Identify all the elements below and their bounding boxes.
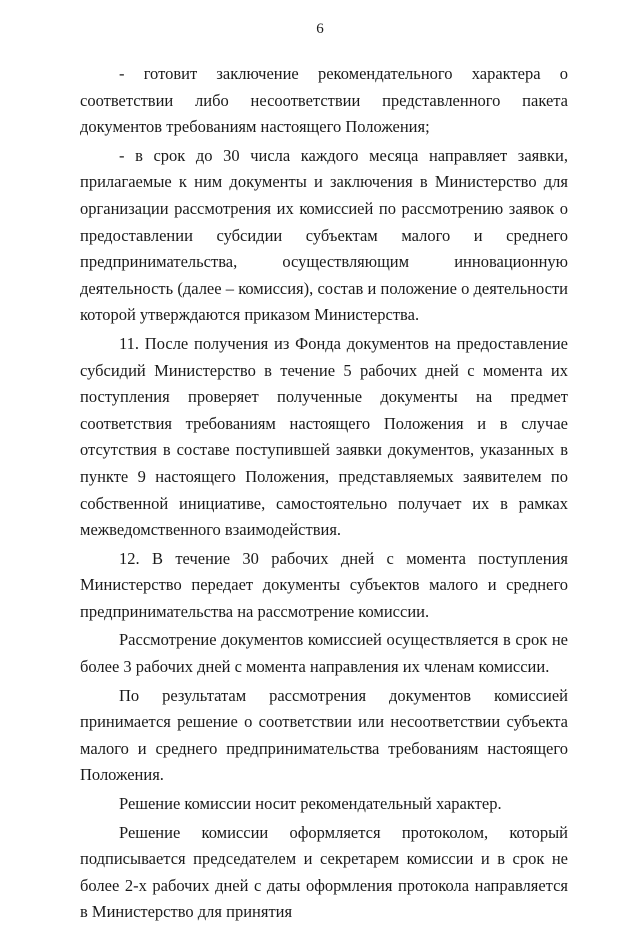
paragraph-advisory-nature: Решение комиссии носит рекомендательный характер. — [119, 794, 502, 814]
paragraph-item-12: 12. В течение 30 рабочих дней с момента поступления Министерство передает документы субъектов малого и среднего предпринимательства на рассмотрение комиссии. — [80, 548, 568, 621]
paragraph-review-results: По результатам рассмотрения документов комиссией принимается решение о соответствии или несоответствии субъекта малого и среднего предпринимательства требованиям настоящего Положения. — [80, 685, 568, 785]
paragraph-review-term: Рассмотрение документов комиссией осуществляется в срок не более 3 рабочих дней с момента направления их членам комиссии. — [80, 630, 568, 677]
page-number: 6 — [316, 21, 324, 37]
paragraph-item-11: 11. После получения из Фонда документов на предоставление субсидий Министерство в течение 5 рабочих дней с момента их поступления проверяет полученные документы на предмет соответствия требованиям настоящего Положения и в случае отсутствия в составе поступившей заявки документов, указанных в пункте 9 настоящего Положения, представляемых заявителем по собственной инициативе, самостоятельно получает их в рамках межведомственного взаимодействия. — [80, 333, 568, 540]
paragraph-protocol: Решение комиссии оформляется протоколом, который подписывается председателем и секретарем комиссии и в срок не более 2-х рабочих дней с даты оформления протокола направляется в Министерство для принятия — [80, 822, 568, 922]
document-body — [80, 61, 568, 927]
paragraph-conclusion: - готовит заключение рекомендательного характера о соответствии либо несоответствии представленного пакета документов требованиям настоящего Положения; — [80, 64, 568, 137]
paragraph-monthly-submission: - в срок до 30 числа каждого месяца направляет заявки, прилагаемые к ним документы и заключения в Министерство для организации рассмотрения их комиссией по рассмотрению заявок о предоставлении субсидии субъектам малого и среднего предпринимательства, осуществляющим инновационную деятельность (далее – комиссия), состав и положение о деятельности которой утверждаются приказом Министерства. — [80, 145, 568, 325]
